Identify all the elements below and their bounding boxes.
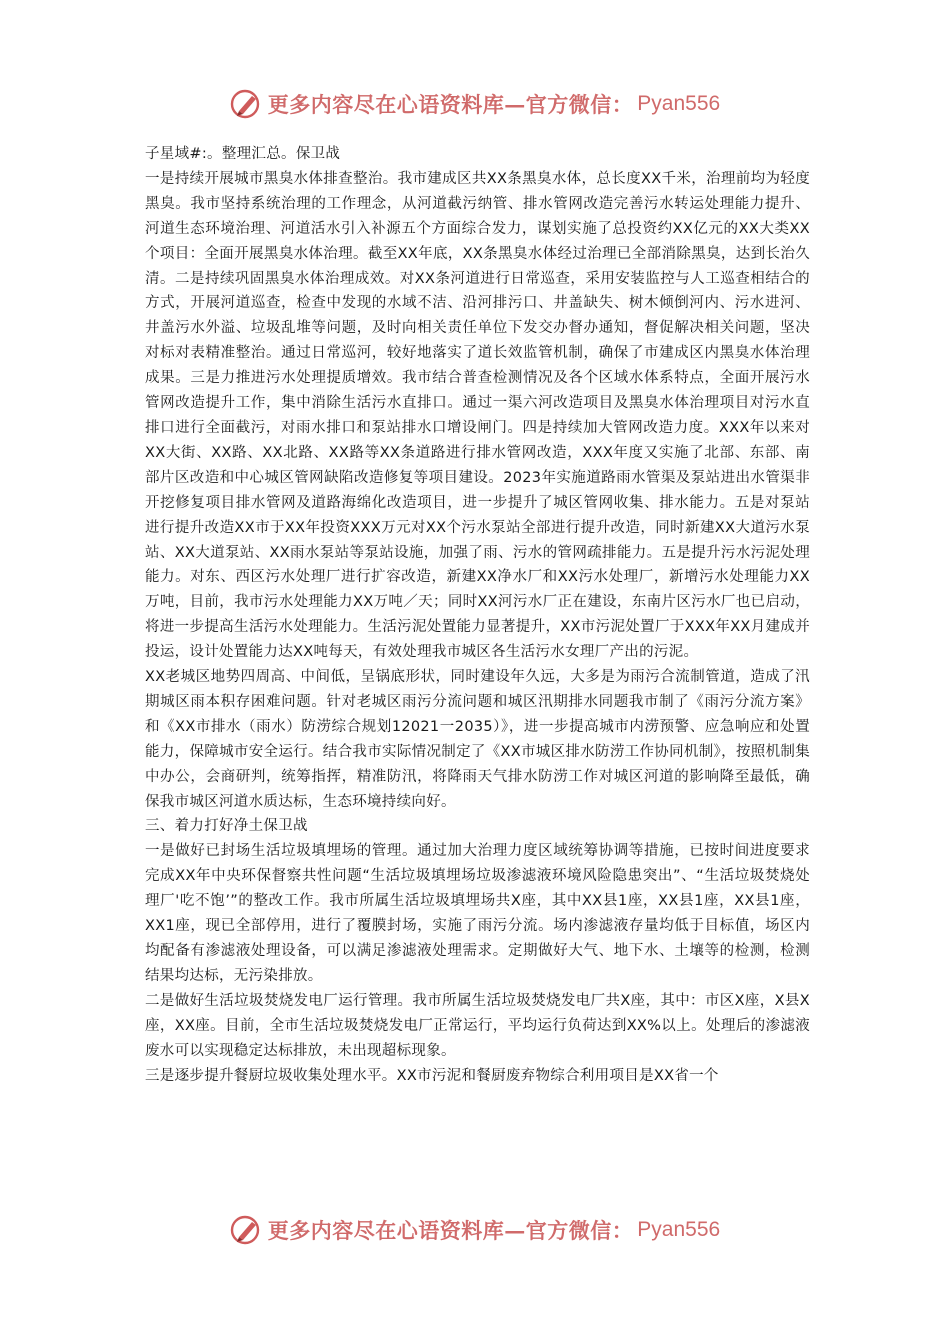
header-banner	[0, 84, 950, 124]
paragraph: 二是做好生活垃圾焚烧发电厂运行管理。我市所属生活垃圾焚烧发电厂共X座，其中：市区X座，X县X座，XX座。目前，全市生活垃圾焚烧发电厂正常运行，平均运行负荷达到XX%以上。处理后的渗滤液废水可以实现稳定达标排放，未出现超标现象。	[145, 992, 810, 1059]
footer-banner	[0, 1210, 950, 1250]
paragraph: 一是做好已封场生活垃圾填埋场的管理。通过加大治理力度区域统筹协调等措施，已按时间进度要求完成XX年中央环保督察共性问题“生活垃圾填埋场垃圾渗滤液环境风险隐患突出”、“生活垃圾焚烧处理厂'吃不饱’”的整改工作。我市所属生活垃圾填埋场共X座，其中XX县1座，XX县1座，XX县1座，XX1座，现已全部停用，进行了覆膜封场，实施了雨污分流。场内渗滤液存量均低于目标值，场区内均配备有渗滤液处理设备，可以满足渗滤液处理需求。定期做好大气、地下水、土壤等的检测，检测结果均达标，无污染排放。	[145, 843, 810, 984]
paragraph: XX老城区地势四周高、中间低，呈锅底形状，同时建设年久远，大多是为雨污合流制管道，造成了汛期城区雨本积存困难问题。针对老城区雨污分流问题和城区汛期排水同题我市制了《雨污分流方案》和《XX市排水（雨水）防涝综合规划12021一2035）》，进一步提高城市内涝预警、应急响应和处置能力，保障城市安全运行。结合我市实际情况制定了《XX市城区排水防涝工作协同机制》，按照机制集中办公，会商研判，统筹指挥，精准防汛，将降雨天气排水防涝工作对城区河道的影响降至最低，确保我市城区河道水质达标，生态环境持续向好。	[145, 669, 810, 810]
pen-logo-icon	[230, 87, 264, 121]
paragraph: 三是逐步提升餐厨垃圾收集处理水平。XX市污泥和餐厨废弃物综合利用项目是XX省一个	[145, 1067, 719, 1084]
banner-text: 更多内容尽在心语资料库—官方微信：	[267, 1218, 634, 1243]
section-heading: 三、着力打好净土保卫战	[145, 818, 308, 835]
pen-logo-icon	[230, 1213, 264, 1247]
paragraph: 一是持续开展城市黑臭水体排查整治。我市建成区共XX条黑臭水体，总长度XX千米，治理前均为轻度黑臭。我市坚持系统治理的工作理念，从河道截污纳管、排水管网改造完善污水转运处理能力提升、河道生态环境治理、河道活水引入补源五个方面综合发力，谋划实施了总投资约XX亿元的XX大类XX个项目：全面开展黑臭水体治理。截至XX年底，XX条黑臭水体经过治理已全部消除黑臭，达到长治久清。二是持续巩固黑臭水体治理成效。对XX条河道进行日常巡查，采用安装监控与人工巡查相结合的方式，开展河道巡查，检查中发现的水域不洁、沿河排污口、井盖缺失、树木倾倒河内、污水进河、井盖污水外溢、垃圾乱堆等问题，及时向相关责任单位下发交办督办通知，督促解决相关问题，坚决对标对表精准整治。通过日常巡河，较好地落实了道长效监管机制，确保了市建成区内黑臭水体治理成果。三是力推进污水处理提质增效。我市结合普查检测情况及各个区域水体系特点，全面开展污水管网改造提升工作，集中消除生活污水直排口。通过一渠六河改造项目及黑臭水体治理项目对污水直排口进行全面截污，对雨水排口和泵站排水口增设闸门。四是持续加大管网改造力度。XXX年以来对XX大街、XX路、XX北路、XX路等XX条道路进行排水管网改造，XXX年度又实施了北部、东部、南部片区改造和中心城区管网缺陷改造修复等项目建设。2023年实施道路雨水管渠及泵站进出水管渠非开挖修复项目排水管网及道路海绵化改造项目，进一步提升了城区管网收集、排水能力。五是对泵站进行提升改造XX市于XX年投资XXX万元对XX个污水泵站全部进行提升改造，同时新建XX大道污水泵站、XX大道泵站、XX雨水泵站等泵站设施，加强了雨、污水的管网疏排能力。五是提升污水污泥处理能力。对东、西区污水处理厂进行扩容改造，新建XX净水厂和XX污水处理厂，新增污水处理能力XX万吨，目前，我市污水处理能力XX万吨／天；同时XX河污水厂正在建设，东南片区污水厂也已启动，将进一步提高生活污水处理能力。生活污泥处置能力显著提升，XX市污泥处置厂于XXX年XX月建成并投运，设计处置能力达XX吨每天，有效处理我市城区各生活污水女理厂产出的污泥。	[145, 170, 810, 661]
document-body	[145, 142, 810, 1088]
banner-wechat-id: Pyan556	[637, 1218, 721, 1241]
banner-wechat-id: Pyan556	[637, 92, 721, 115]
banner-text: 更多内容尽在心语资料库—官方微信：	[267, 92, 634, 117]
paragraph-heading-1: 子星域#:。整理汇总。保卫战	[145, 146, 341, 162]
